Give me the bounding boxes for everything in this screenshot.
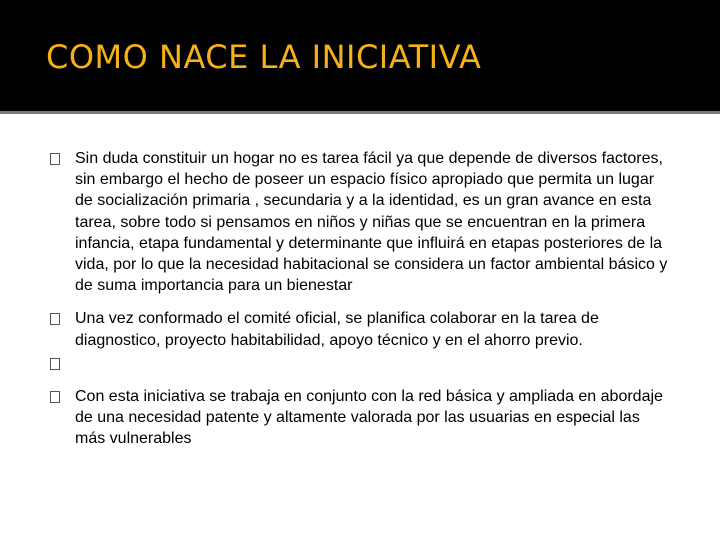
slide-title: COMO NACE LA INICIATIVA — [46, 38, 482, 76]
bullet-item-empty — [50, 353, 672, 374]
bullet-list — [50, 148, 672, 449]
box-bullet-icon — [50, 358, 60, 370]
bullet-text: Sin duda constituir un hogar no es tarea fácil ya que depende de diversos factores, sin embargo el hecho de poseer un espacio físico apropiado que permita un lugar de socialización primaria , secundaria y a la identidad, es un gran avance en esta tarea, sobre todo si pensamos en niños y niñas que se encuentran en la primera infancia, etapa fundamental y determinante que influirá en etapas posteriores de la vida, por lo que la necesidad habitacional se considera un factor ambiental básico y de suma importancia para un bienestar — [75, 150, 668, 295]
box-bullet-icon — [50, 391, 60, 403]
box-bullet-icon — [50, 313, 60, 325]
title-divider — [0, 111, 720, 114]
bullet-item — [50, 386, 672, 450]
bullet-text: Con esta iniciativa se trabaja en conjunto con la red básica y ampliada en abordaje de una necesidad patente y altamente valorada por las usuarias en especial las más vulnerables — [75, 387, 663, 448]
bullet-item — [50, 308, 672, 350]
bullet-text: Una vez conformado el comité oficial, se planifica colaborar en la tarea de diagnostico, proyecto habitabilidad, apoyo técnico y en el ahorro previo. — [75, 310, 599, 349]
bullet-item — [50, 148, 672, 296]
box-bullet-icon — [50, 153, 60, 165]
